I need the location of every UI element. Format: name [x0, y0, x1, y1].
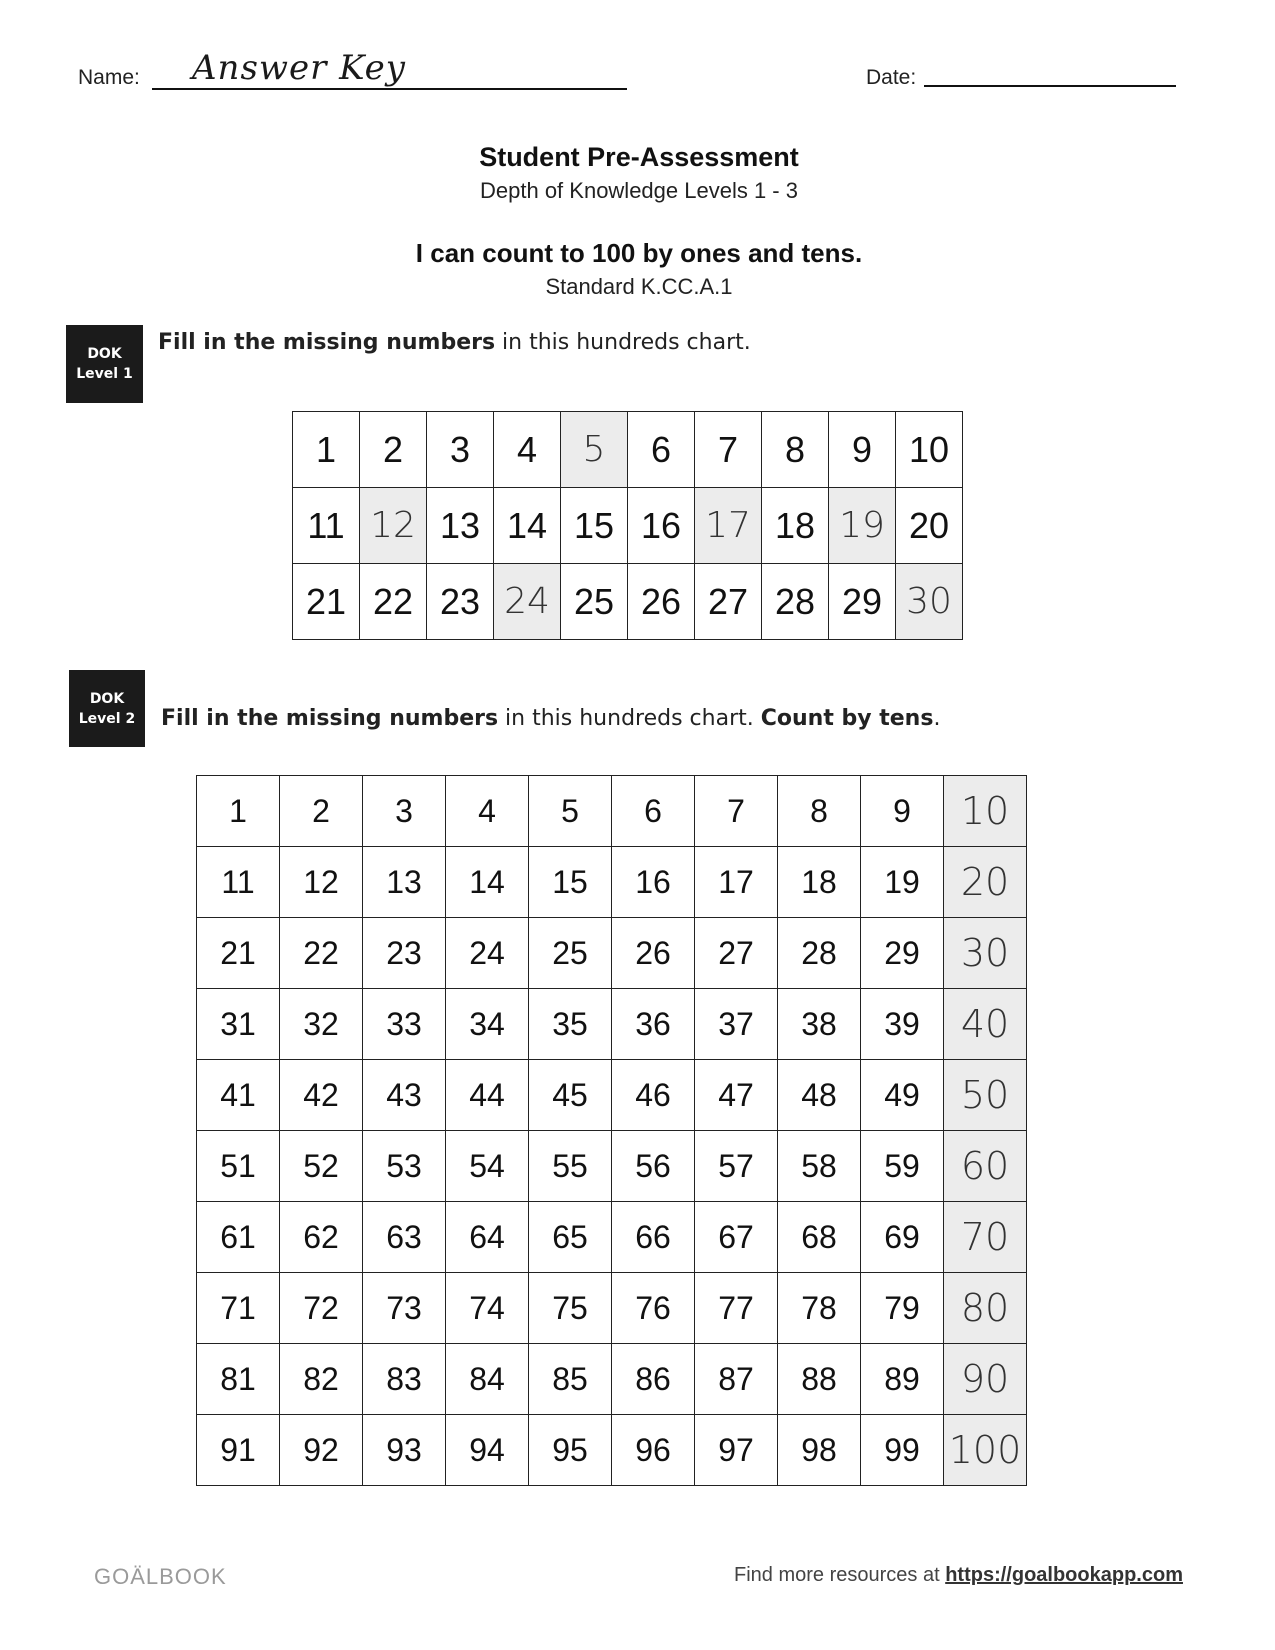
chart-cell: 29 [861, 918, 944, 989]
chart-row [293, 564, 963, 640]
dok-badge-level: Level 2 [78, 710, 136, 727]
chart-row [197, 1060, 1027, 1131]
chart-cell: 9 [861, 776, 944, 847]
instruction-end: . [933, 706, 941, 731]
chart-row [197, 989, 1027, 1060]
chart-cell: 25 [561, 564, 628, 640]
page-subtitle: Depth of Knowledge Levels 1 - 3 [480, 178, 798, 203]
chart-cell-filled[interactable]: 17 [695, 488, 762, 564]
chart-cell: 15 [529, 847, 612, 918]
chart-cell: 23 [363, 918, 446, 989]
chart-row [197, 918, 1027, 989]
chart-cell: 33 [363, 989, 446, 1060]
chart-cell: 16 [612, 847, 695, 918]
chart-cell: 56 [612, 1131, 695, 1202]
chart-cell: 61 [197, 1202, 280, 1273]
chart-cell: 82 [280, 1344, 363, 1415]
chart-cell: 43 [363, 1060, 446, 1131]
chart-cell-filled[interactable]: 12 [360, 488, 427, 564]
chart-cell: 68 [778, 1202, 861, 1273]
chart-row [197, 1273, 1027, 1344]
dok-level-1-badge [66, 325, 143, 403]
chart-cell-filled[interactable]: 90 [944, 1344, 1027, 1415]
chart-cell: 17 [695, 847, 778, 918]
chart-cell: 96 [612, 1415, 695, 1486]
chart-cell: 53 [363, 1131, 446, 1202]
chart-cell: 13 [363, 847, 446, 918]
chart-cell: 41 [197, 1060, 280, 1131]
chart-cell: 28 [762, 564, 829, 640]
chart-cell: 6 [628, 412, 695, 488]
chart-cell: 21 [293, 564, 360, 640]
footer-text: Find more resources at [734, 1564, 946, 1586]
chart-cell: 86 [612, 1344, 695, 1415]
chart-cell: 74 [446, 1273, 529, 1344]
chart-cell: 1 [197, 776, 280, 847]
chart-cell: 92 [280, 1415, 363, 1486]
chart-cell: 44 [446, 1060, 529, 1131]
chart-cell: 83 [363, 1344, 446, 1415]
chart-cell: 62 [280, 1202, 363, 1273]
chart-cell-filled[interactable]: 19 [829, 488, 896, 564]
chart-cell: 18 [778, 847, 861, 918]
chart-cell: 2 [280, 776, 363, 847]
chart-cell: 8 [778, 776, 861, 847]
chart-cell: 22 [360, 564, 427, 640]
section1-instruction [158, 330, 751, 355]
chart-cell: 14 [446, 847, 529, 918]
chart-cell: 49 [861, 1060, 944, 1131]
chart-cell: 3 [363, 776, 446, 847]
footer-resources [734, 1564, 1183, 1587]
chart-cell: 11 [197, 847, 280, 918]
name-field[interactable] [152, 48, 627, 90]
dok-badge-label: DOK [87, 346, 122, 362]
chart-cell: 98 [778, 1415, 861, 1486]
chart-cell: 27 [695, 564, 762, 640]
chart-cell: 5 [529, 776, 612, 847]
name-handwritten: Answer Key [192, 48, 406, 88]
chart-cell: 76 [612, 1273, 695, 1344]
chart-cell: 95 [529, 1415, 612, 1486]
chart-cell-filled[interactable]: 100 [944, 1415, 1027, 1486]
chart-cell: 27 [695, 918, 778, 989]
chart-cell: 29 [829, 564, 896, 640]
chart-cell: 18 [762, 488, 829, 564]
chart-cell-filled[interactable]: 60 [944, 1131, 1027, 1202]
chart-cell: 87 [695, 1344, 778, 1415]
chart-cell: 93 [363, 1415, 446, 1486]
chart-cell-filled[interactable]: 10 [944, 776, 1027, 847]
hundreds-chart-1-30 [292, 411, 963, 640]
instruction-emphasis: Fill in the missing numbers [158, 330, 496, 355]
chart-cell-filled[interactable]: 30 [896, 564, 963, 640]
chart-cell: 67 [695, 1202, 778, 1273]
chart-cell: 35 [529, 989, 612, 1060]
chart-cell: 45 [529, 1060, 612, 1131]
chart-cell: 42 [280, 1060, 363, 1131]
chart-cell: 75 [529, 1273, 612, 1344]
instruction-emphasis: Fill in the missing numbers [161, 706, 499, 731]
chart-cell: 72 [280, 1273, 363, 1344]
goalbook-logo: GOÄLBOOK [94, 1564, 227, 1589]
chart-cell: 32 [280, 989, 363, 1060]
chart-cell: 79 [861, 1273, 944, 1344]
chart-cell: 34 [446, 989, 529, 1060]
chart-cell: 88 [778, 1344, 861, 1415]
chart-cell: 91 [197, 1415, 280, 1486]
date-field[interactable] [924, 52, 1176, 87]
chart-cell: 54 [446, 1131, 529, 1202]
chart-cell: 8 [762, 412, 829, 488]
chart-cell: 1 [293, 412, 360, 488]
chart-cell-filled[interactable]: 30 [944, 918, 1027, 989]
section2-instruction [161, 706, 940, 731]
chart-cell: 81 [197, 1344, 280, 1415]
chart-cell: 26 [628, 564, 695, 640]
chart-cell: 24 [446, 918, 529, 989]
chart-row [197, 1415, 1027, 1486]
chart-cell: 4 [446, 776, 529, 847]
chart-cell: 63 [363, 1202, 446, 1273]
chart-cell: 16 [628, 488, 695, 564]
chart-cell-filled[interactable]: 24 [494, 564, 561, 640]
chart-cell: 12 [280, 847, 363, 918]
chart-cell: 36 [612, 989, 695, 1060]
chart-cell: 19 [861, 847, 944, 918]
chart-cell: 78 [778, 1273, 861, 1344]
chart-cell: 25 [529, 918, 612, 989]
chart-cell: 48 [778, 1060, 861, 1131]
chart-cell: 13 [427, 488, 494, 564]
chart-cell: 4 [494, 412, 561, 488]
chart-cell: 51 [197, 1131, 280, 1202]
chart-row [197, 847, 1027, 918]
chart-cell: 99 [861, 1415, 944, 1486]
chart-cell: 47 [695, 1060, 778, 1131]
goalbook-link[interactable]: https://goalbookapp.com [945, 1564, 1183, 1586]
instruction-text: in this hundreds chart. [495, 330, 751, 355]
chart-cell: 9 [829, 412, 896, 488]
chart-cell: 71 [197, 1273, 280, 1344]
hundreds-chart-1-100 [196, 775, 1027, 1486]
chart-cell: 14 [494, 488, 561, 564]
chart-cell: 7 [695, 776, 778, 847]
chart-row [197, 1344, 1027, 1415]
chart-cell: 52 [280, 1131, 363, 1202]
dok-badge-level: Level 1 [76, 366, 133, 382]
chart-cell: 55 [529, 1131, 612, 1202]
chart-cell: 3 [427, 412, 494, 488]
chart-cell: 94 [446, 1415, 529, 1486]
chart-cell: 65 [529, 1202, 612, 1273]
chart-cell: 66 [612, 1202, 695, 1273]
chart-cell: 38 [778, 989, 861, 1060]
chart-cell: 85 [529, 1344, 612, 1415]
chart-cell-filled[interactable]: 80 [944, 1273, 1027, 1344]
chart-cell: 69 [861, 1202, 944, 1273]
chart-cell-filled[interactable]: 5 [561, 412, 628, 488]
chart-cell: 15 [561, 488, 628, 564]
chart-cell: 22 [280, 918, 363, 989]
standard-code: Standard K.CC.A.1 [545, 274, 733, 299]
chart-cell: 10 [896, 412, 963, 488]
chart-cell-filled[interactable]: 50 [944, 1060, 1027, 1131]
chart-cell: 77 [695, 1273, 778, 1344]
chart-cell: 7 [695, 412, 762, 488]
chart-cell: 20 [896, 488, 963, 564]
chart-cell: 46 [612, 1060, 695, 1131]
chart-cell: 2 [360, 412, 427, 488]
chart-cell: 64 [446, 1202, 529, 1273]
chart-cell: 73 [363, 1273, 446, 1344]
chart-row [197, 776, 1027, 847]
chart-cell: 37 [695, 989, 778, 1060]
date-label: Date: [866, 66, 917, 89]
page-title: Student Pre-Assessment [479, 142, 799, 172]
learning-goal: I can count to 100 by ones and tens. [415, 238, 863, 268]
chart-row [197, 1202, 1027, 1273]
chart-row [197, 1131, 1027, 1202]
chart-cell: 31 [197, 989, 280, 1060]
chart-cell: 57 [695, 1131, 778, 1202]
chart-cell: 23 [427, 564, 494, 640]
name-label: Name: [78, 66, 140, 89]
instruction-emphasis-2: Count by tens [760, 706, 934, 731]
chart-cell: 89 [861, 1344, 944, 1415]
dok-badge-label: DOK [89, 690, 125, 707]
chart-cell: 84 [446, 1344, 529, 1415]
chart-cell: 28 [778, 918, 861, 989]
chart-cell: 11 [293, 488, 360, 564]
chart-cell: 58 [778, 1131, 861, 1202]
chart-cell: 6 [612, 776, 695, 847]
chart-cell: 39 [861, 989, 944, 1060]
chart-cell: 97 [695, 1415, 778, 1486]
chart-cell: 59 [861, 1131, 944, 1202]
chart-cell: 21 [197, 918, 280, 989]
chart-row [293, 412, 963, 488]
chart-cell-filled[interactable]: 40 [944, 989, 1027, 1060]
chart-cell-filled[interactable]: 20 [944, 847, 1027, 918]
instruction-text: in this hundreds chart. [498, 706, 761, 731]
chart-cell: 26 [612, 918, 695, 989]
dok-level-2-badge [69, 670, 145, 747]
chart-cell-filled[interactable]: 70 [944, 1202, 1027, 1273]
chart-row [293, 488, 963, 564]
